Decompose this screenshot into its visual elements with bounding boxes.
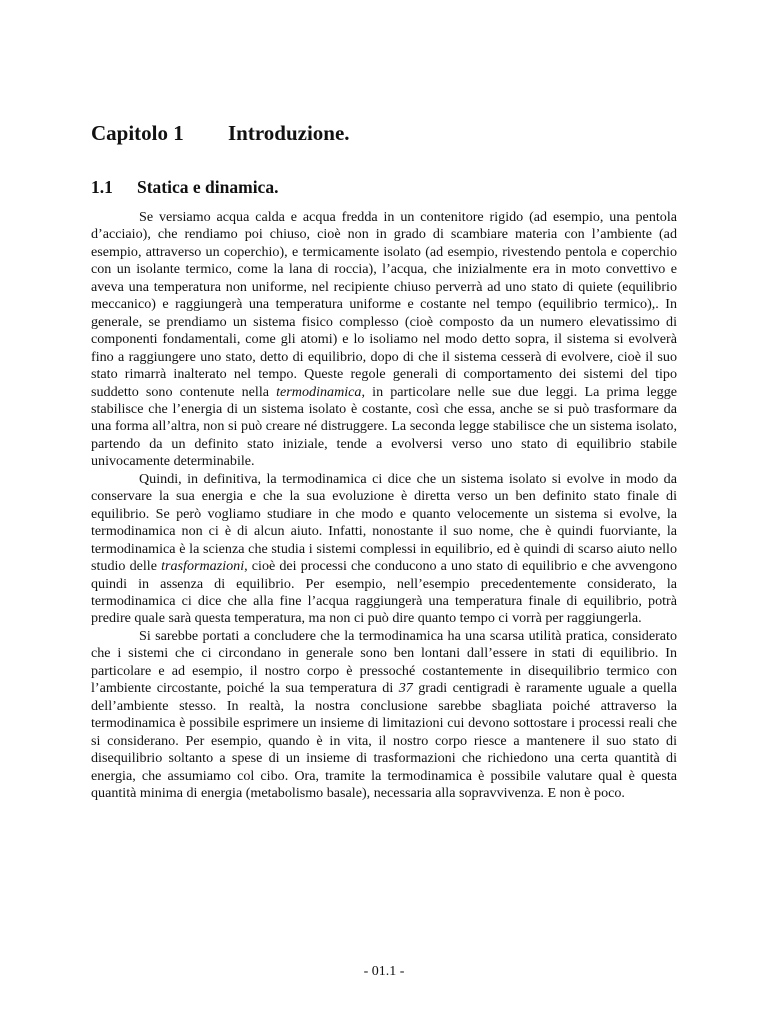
paragraph-2-text-a: Quindi, in definitiva, la termodinamica ci dice che un sistema isolato si evolve in modo da conservare la sua energia e che la sua evoluzione è diretta verso un ben definito stato finale di equilibrio. Se però vogliamo studiare in che modo e quanto velocemente un sistema si evolve, la termodinamica non ci è di alcun aiuto. Infatti, nonostante il suo nome, che è quindi fuorviante, la termodinamica è la scienza che studia i sistemi complessi in equilibrio, ed è quindi di scarso aiuto nello studio delle bbox=[91, 470, 677, 575]
paragraph-3-emphasis: 37 bbox=[398, 680, 413, 697]
document-page bbox=[91, 118, 677, 802]
section-heading bbox=[91, 174, 677, 200]
chapter-title: Introduzione. bbox=[228, 121, 350, 145]
section-title: Statica e dinamica. bbox=[137, 177, 279, 197]
paragraph-1-text-b: , in particolare nelle sue due leggi. La prima legge stabilisce che l’energia di un sistema isolato è costante, così che essa, anche se si può trasformare da una forma all’altra, non si può creare né distruggere. La seconda legge stabilisce che un sistema isolato, partendo da un definito stato iniziale, tende a evolversi verso uno stato di equilibrio stabile univocamente determinabile. bbox=[91, 383, 678, 470]
paragraph-3-text-a: Si sarebbe portati a concludere che la termodinamica ha una scarsa utilità pratica, considerato che i sistemi che ci circondano in generale sono ben lontani dall’essere in stati di equilibrio. In particolare e ad esempio, il nostro corpo è pressoché costantemente in disequilibrio termico con l’ambiente circostante, poiché la sua temperatura di bbox=[91, 627, 677, 697]
paragraph-2-text-b: , cioè dei processi che conducono a uno stato di equilibrio e che avvengono quindi in assenza di equilibrio. Per esempio, nell’esempio precedentemente considerato, la termodinamica ci dice che alla fine l’acqua raggiungerà una temperatura finale di equilibrio, potrà predire quale sarà questa temperatura, ma non ci può dire quanto tempo ci vorrà per raggiungerla. bbox=[91, 558, 677, 627]
chapter-number: Capitolo 1 bbox=[91, 121, 184, 145]
page-number: - 01.1 - bbox=[363, 964, 405, 979]
paragraph-1-text-a: Se versiamo acqua calda e acqua fredda in un contenitore rigido (ad esempio, una pentola d’acciaio), che rendiamo poi chiuso, cioè non in grado di scambiare materia con l’ambiente (ad esempio, attraverso un coperchio), e termicamente isolato (ad esempio, rivestendo pentola e coperchio con un isolante termico, come la lana di roccia), l’acqua, che inizialmente era in moto convettivo e aveva una temperatura non uniforme, nel recipiente chiuso perverrà ad uno stato di quiete (equilibrio meccanico) e raggiungerà una temperatura uniforme e costante nel tempo (equilibrio termico),. In generale, se prendiamo un sistema fisico complesso (cioè composto da un numero elevatissimo di componenti fondamentali, come gli atomi) e lo isoliamo nel modo detto sopra, il sistema si evolverà fino a raggiungere uno stato, detto di equilibrio, dopo di che il sistema cesserà di evolvere, cioè il suo stato rimarrà inalterato nel tempo. Queste regole generali di comportamento dei sistemi del tipo suddetto sono contenute nella bbox=[91, 209, 677, 400]
section-number: 1.1 bbox=[91, 177, 113, 197]
paragraph-3-text-b: gradi centigradi è raramente uguale a quella dell’ambiente stesso. In realtà, la nostra conclusione sarebbe sbagliata poiché attraverso la termodinamica è possibile esprimere un insieme di limitazioni cui devono sottostare i processi reali che si considerano. Per esempio, quando è in vita, il nostro corpo riesce a mantenere il suo stato di disequilibrio soltanto a spese di un insieme di trasformazioni che richiedono una certa quantità di energia, che assumiamo col cibo. Ora, tramite la termodinamica è possibile valutare qual è questa quantità minima di energia (metabolismo basale), necessaria alla sopravvivenza. E non è poco. bbox=[91, 680, 677, 801]
body-text bbox=[91, 209, 677, 802]
paragraph-1-emphasis: termodinamica bbox=[276, 383, 362, 400]
paragraph-3 bbox=[91, 628, 677, 803]
chapter-heading bbox=[91, 118, 677, 148]
paragraph-1 bbox=[91, 209, 677, 471]
paragraph-2 bbox=[91, 471, 677, 628]
paragraph-2-emphasis: trasformazioni bbox=[161, 558, 245, 575]
